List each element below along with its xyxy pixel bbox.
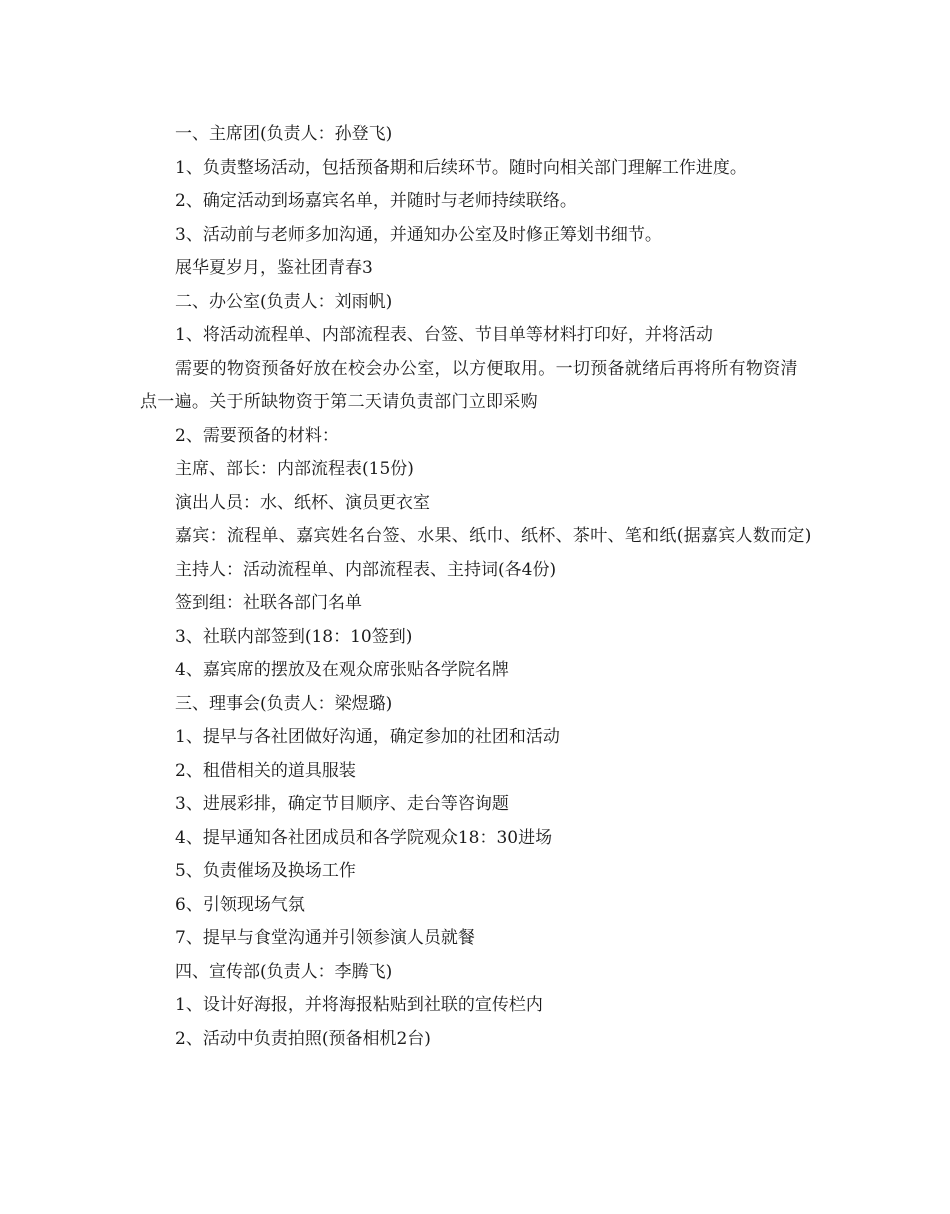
paragraph: 需要的物资预备好放在校会办公室，以方便取用。一切预备就绪后再将所有物资清点一遍。关于所缺物资于第二天请负责部门立即采购 bbox=[140, 358, 798, 412]
paragraph: 1、负责整场活动，包括预备期和后续环节。随时向相关部门理解工作进度。 bbox=[175, 157, 747, 178]
paragraph: 7、提早与食堂沟通并引领参演人员就餐 bbox=[175, 928, 475, 948]
paragraph: 1、设计好海报，并将海报粘贴到社联的宣传栏内 bbox=[175, 995, 543, 1015]
paragraph: 嘉宾：流程单、嘉宾姓名台签、水果、纸巾、纸杯、茶叶、笔和纸(据嘉宾人数而定) bbox=[175, 526, 812, 546]
paragraph: 5、负责催场及换场工作 bbox=[175, 861, 356, 881]
paragraph: 签到组：社联各部门名单 bbox=[175, 593, 362, 613]
paragraph: 4、提早通知各社团成员和各学院观众18：30进场 bbox=[175, 827, 553, 848]
paragraph: 1、提早与各社团做好沟通，确定参加的社团和活动 bbox=[175, 727, 560, 747]
section-heading-presidium: 一、主席团(负责人：孙登飞) bbox=[175, 124, 393, 144]
paragraph: 2、确定活动到场嘉宾名单，并随时与老师持续联络。 bbox=[175, 191, 577, 211]
paragraph: 展华夏岁月，鉴社团青春3 bbox=[175, 258, 373, 278]
section-heading-publicity: 四、宣传部(负责人：李腾飞) bbox=[175, 961, 393, 982]
paragraph: 3、活动前与老师多加沟通，并通知办公室及时修正筹划书细节。 bbox=[175, 224, 662, 245]
document-body bbox=[140, 118, 812, 1056]
section-heading-council: 三、理事会(负责人：梁煜璐) bbox=[175, 693, 393, 714]
paragraph: 3、社联内部签到(18：10签到) bbox=[175, 626, 413, 647]
paragraph: 演出人员：水、纸杯、演员更衣室 bbox=[175, 492, 430, 513]
paragraph: 2、租借相关的道具服装 bbox=[175, 760, 356, 781]
paragraph: 4、嘉宾席的摆放及在观众席张贴各学院名牌 bbox=[175, 660, 509, 680]
paragraph: 3、进展彩排，确定节目顺序、走台等咨询题 bbox=[175, 794, 509, 814]
paragraph: 6、引领现场气氛 bbox=[175, 894, 305, 915]
paragraph: 主席、部长：内部流程表(15份) bbox=[175, 459, 414, 479]
paragraph: 2、需要预备的材料： bbox=[175, 425, 339, 446]
paragraph: 主持人：活动流程单、内部流程表、主持词(各4份) bbox=[175, 559, 557, 580]
paragraph: 1、将活动流程单、内部流程表、台签、节目单等材料打印好，并将活动 bbox=[175, 325, 713, 345]
section-heading-office: 二、办公室(负责人：刘雨帆) bbox=[175, 291, 393, 312]
paragraph: 2、活动中负责拍照(预备相机2台) bbox=[175, 1028, 431, 1049]
